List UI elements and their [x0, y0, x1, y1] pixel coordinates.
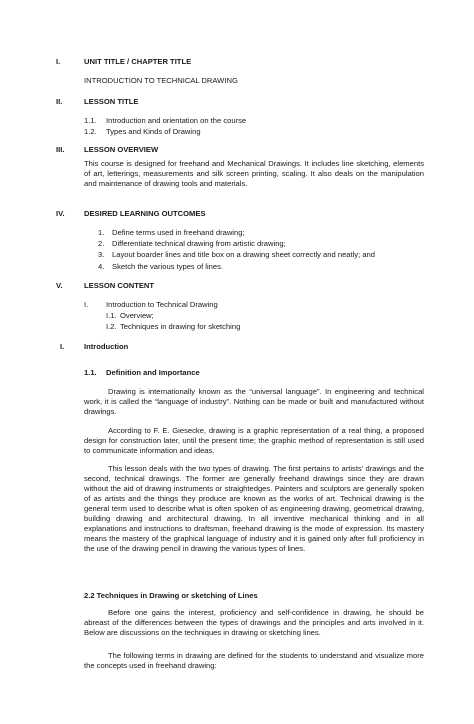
content-sub-num: I.1. [106, 311, 117, 320]
section-2-2-heading: 2.2 Techniques in Drawing or sketching of Lines [84, 591, 258, 600]
overview-paragraph: This course is designed for freehand and Mechanical Drawings. It includes line sketching, elements of art, letterings, measurements and silk screen printing, scaling. It also deals on the manipulation and maintenance of drawing tools and materials. [84, 159, 424, 188]
outcome-num: 3. [98, 250, 105, 259]
section-1-number: I. [56, 57, 61, 66]
body-paragraph: Before one gains the interest, proficiency and self-confidence in drawing, he should be abreast of the differences between the types of drawings and the principles and arts involved in it. Below are discussions on the techniques in drawing or sketching lines. [84, 608, 424, 637]
section-2-number: II. [56, 97, 63, 106]
outcome-item: Differentiate technical drawing from artistic drawing; [112, 239, 286, 248]
outcome-item: Sketch the various types of lines. [112, 262, 224, 271]
subsection-heading: Definition and Importance [106, 368, 200, 377]
section-5-number: V. [56, 281, 63, 290]
outcome-item: Define terms used in freehand drawing; [112, 228, 245, 237]
content-main-num: I. [84, 300, 89, 309]
introduction-heading: Introduction [84, 342, 129, 351]
lesson-title-item: Types and Kinds of Drawing [106, 127, 201, 136]
content-sub-num: I.2. [106, 322, 117, 331]
section-5-title: LESSON CONTENT [84, 281, 155, 290]
body-paragraph: The following terms in drawing are defined for the students to understand and visualize more the concepts used in freehand drawing: [84, 651, 424, 670]
outcome-num: 1. [98, 228, 105, 237]
body-paragraph: According to F. E. Giesecke, drawing is a graphic representation of a real thing, a proposed design for construction later, until the present time; the graphic method of representation is still used to communicate information and ideas. [84, 426, 424, 455]
lesson-title-num: 1.2. [84, 127, 97, 136]
section-4-title: DESIRED LEARNING OUTCOMES [84, 209, 206, 218]
outcome-item: Layout boarder lines and title box on a drawing sheet correctly and neatly; and [112, 250, 375, 259]
section-1-title: UNIT TITLE / CHAPTER TITLE [84, 57, 192, 66]
section-2-title: LESSON TITLE [84, 97, 139, 106]
outcome-num: 2. [98, 239, 105, 248]
subsection-number: 1.1. [84, 368, 97, 377]
section-3-title: LESSON OVERVIEW [84, 145, 159, 154]
lesson-title-item: Introduction and orientation on the course [106, 116, 247, 125]
section-3-number: III. [56, 145, 65, 154]
body-paragraph: This lesson deals with the two types of drawing. The first pertains to artists’ drawings and the second, technical drawings. The former are generally freehand drawings since they are drawn without the aid of drawing instruments or straightedges. Painters and sculptors are generally spoken of as artists and the things they produce are known as the works of art. Technical drawing is the general term used to describe what is often spoken of as engineering drawing, geometrical drawing, building drawing and architectural drawing. In all inventive mechanical thinking and in all explanations and instructions to draftsman, freehand drawing is the mode of expression. Its mastery means the mastery of the graphical language of industry and it is gained only after full proficiency in the use of the drawing pencil in drawing the various types of lines. [84, 464, 424, 553]
section-4-number: IV. [56, 209, 65, 218]
lesson-title-num: 1.1. [84, 116, 97, 125]
content-sub-item: Overview; [120, 311, 154, 320]
introduction-number: I. [60, 342, 65, 351]
outcome-num: 4. [98, 262, 105, 271]
content-main-item: Introduction to Technical Drawing [106, 300, 218, 309]
content-sub-item: Techniques in drawing for sketching [120, 322, 241, 331]
body-paragraph: Drawing is internationally known as the “universal language”. In engineering and technical work, it is called the “language of industry”. Nothing can be made or built and manufactured without drawings. [84, 387, 424, 416]
chapter-title-text: INTRODUCTION TO TECHNICAL DRAWING [84, 76, 238, 85]
